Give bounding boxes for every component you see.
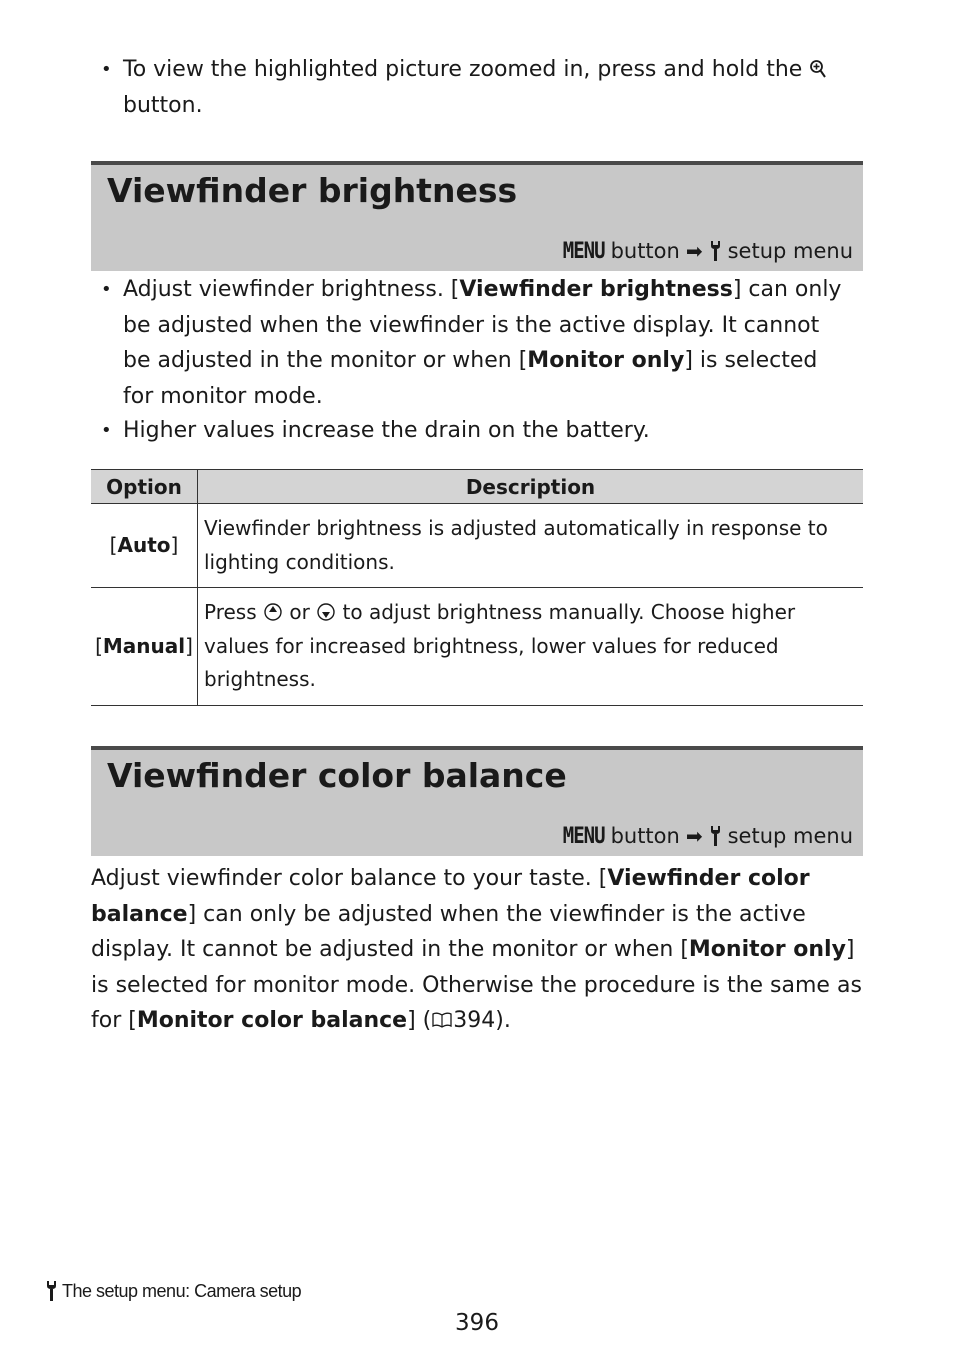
setup-menu-label: setup menu — [727, 239, 853, 263]
option-name: Auto — [117, 532, 171, 557]
table-header-row — [91, 470, 863, 504]
column-header-option: Option — [91, 470, 198, 504]
bullet-dot: • — [101, 59, 112, 80]
setup-menu-label: setup menu — [727, 824, 853, 848]
text-run: ] is selected for monitor mode. Otherwise the procedure is the same as for [ — [91, 937, 862, 1033]
description-cell — [198, 588, 864, 706]
text-run: Higher values increase the drain on the battery. — [123, 418, 650, 443]
bold-run: Monitor only — [527, 348, 685, 373]
wrench-icon — [709, 825, 722, 847]
menu-path — [563, 824, 853, 848]
menu-button-label: MENU — [562, 238, 605, 264]
option-cell: [Auto] — [91, 504, 198, 588]
menu-path — [563, 239, 853, 263]
text-run: ] ( — [407, 1008, 432, 1033]
bullet-dot: • — [101, 279, 112, 300]
menu-button-label: MENU — [562, 823, 605, 849]
arrow-right-icon: ➡ — [685, 239, 703, 263]
brightness-bullet-2 — [101, 413, 843, 449]
bullet-dot: • — [101, 420, 112, 441]
table-row — [91, 588, 863, 706]
option-cell: [Manual] — [91, 588, 198, 706]
text-run: ] can only be adjusted when the viewfinder is the active display. It cannot be adjusted in the monitor or when [ — [91, 901, 806, 962]
bold-run: Monitor color balance — [136, 1008, 408, 1033]
description-cell: Viewfinder brightness is adjusted automatically in response to lighting conditions. — [198, 504, 864, 588]
wrench-icon — [709, 240, 722, 262]
footer-section-name: The setup menu: Camera setup — [62, 1280, 302, 1301]
brightness-bullet-1 — [101, 272, 843, 414]
section-title: Viewfinder brightness — [107, 171, 518, 210]
text-run: Press — [204, 600, 257, 625]
bold-run: Monitor only — [688, 937, 846, 962]
book-icon — [431, 1012, 453, 1028]
arrow-right-icon: ➡ — [685, 824, 703, 848]
text-run: ] can only be adjusted when the viewfinder is the active display. It cannot be adjusted in the monitor or when [ — [123, 277, 842, 373]
multi-selector-up-icon — [263, 602, 283, 622]
button-word: button — [610, 239, 680, 263]
wrench-icon — [45, 1280, 58, 1302]
color-balance-paragraph — [91, 861, 863, 1039]
intro-bullet — [101, 52, 843, 123]
option-name: Manual — [102, 633, 186, 658]
options-table — [91, 469, 863, 706]
section-title: Viewfinder color balance — [107, 756, 567, 795]
text-run: Adjust viewfinder color balance to your taste. [ — [91, 866, 608, 891]
section-header-viewfinder-color-balance — [91, 746, 863, 856]
multi-selector-down-icon — [316, 602, 336, 622]
text-run: ] is selected for monitor mode. — [123, 348, 818, 409]
footer-label — [45, 1280, 301, 1302]
intro-text: To view the highlighted picture zoomed in, press and hold the — [123, 57, 803, 82]
page-number: 396 — [455, 1310, 499, 1336]
text-run: or — [289, 600, 310, 625]
text-run: to adjust brightness manually. Choose higher values for increased brightness, lower values for reduced brightness. — [204, 600, 796, 692]
zoom-in-icon — [809, 59, 827, 79]
text-run: Adjust viewfinder brightness. [ — [123, 277, 460, 302]
page-reference[interactable]: 394 — [453, 1008, 496, 1033]
column-header-description: Description — [198, 470, 864, 504]
bold-run: Viewfinder brightness — [459, 277, 733, 302]
bold-run: Viewfinder color balance — [91, 866, 810, 927]
button-word: button — [610, 824, 680, 848]
intro-text-end: button. — [123, 92, 203, 118]
section-header-viewfinder-brightness — [91, 161, 863, 271]
text-run: ). — [495, 1008, 511, 1033]
table-row — [91, 504, 863, 588]
